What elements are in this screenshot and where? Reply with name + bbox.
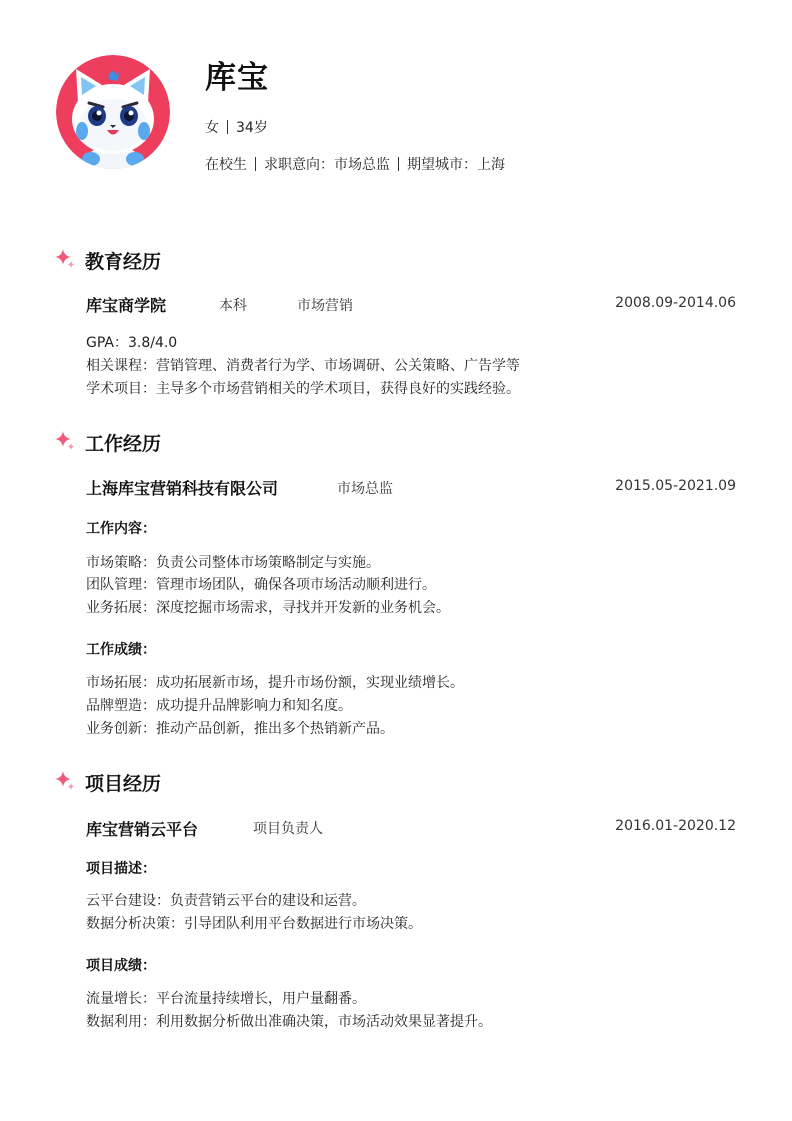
work-content-line: 业务拓展：深度挖掘市场需求，寻找并开发新的业务机会。 bbox=[86, 600, 450, 616]
divider bbox=[398, 157, 399, 171]
work-result-title: 工作成绩： bbox=[86, 642, 156, 658]
sparkle-icon bbox=[54, 770, 76, 792]
basic-info-line bbox=[205, 117, 268, 137]
sparkle-icon bbox=[54, 430, 76, 452]
project-date: 2016.01-2020.12 bbox=[615, 818, 736, 834]
job-position: 市场总监 bbox=[337, 481, 393, 497]
divider bbox=[227, 120, 228, 134]
major: 市场营销 bbox=[297, 298, 353, 314]
project-desc-title: 项目描述： bbox=[86, 861, 156, 877]
degree: 本科 bbox=[219, 298, 247, 314]
project-role: 项目负责人 bbox=[253, 821, 323, 837]
section-title: 工作经历 bbox=[85, 433, 162, 455]
project-desc-line: 数据分析决策：引导团队利用平台数据进行市场决策。 bbox=[86, 916, 422, 932]
gender: 女 bbox=[205, 120, 219, 136]
candidate-name: 库宝 bbox=[205, 60, 269, 96]
work-content-title: 工作内容： bbox=[86, 521, 156, 537]
section-title: 教育经历 bbox=[85, 251, 162, 273]
job-intent: 求职意向：市场总监 bbox=[264, 157, 390, 173]
work-date: 2015.05-2021.09 bbox=[615, 478, 736, 494]
project-result-line: 数据利用：利用数据分析做出准确决策，市场活动效果显著提升。 bbox=[86, 1014, 492, 1030]
expected-city: 期望城市：上海 bbox=[407, 157, 505, 173]
work-content-line: 市场策略：负责公司整体市场策略制定与实施。 bbox=[86, 555, 380, 571]
education-line: GPA：3.8/4.0 bbox=[86, 335, 178, 351]
education-line: 学术项目：主导多个市场营销相关的学术项目，获得良好的实践经验。 bbox=[86, 381, 520, 397]
age: 34岁 bbox=[236, 120, 268, 136]
sparkle-icon bbox=[54, 248, 76, 270]
avatar bbox=[56, 55, 170, 169]
divider bbox=[255, 157, 256, 171]
status: 在校生 bbox=[205, 157, 247, 173]
school-name: 库宝商学院 bbox=[86, 296, 167, 315]
job-intent-line bbox=[205, 154, 505, 174]
work-result-line: 业务创新：推动产品创新，推出多个热销新产品。 bbox=[86, 721, 394, 737]
project-result-title: 项目成绩： bbox=[86, 958, 156, 974]
company-name: 上海库宝营销科技有限公司 bbox=[86, 479, 279, 498]
education-date: 2008.09-2014.06 bbox=[615, 295, 736, 311]
work-content-line: 团队管理：管理市场团队，确保各项市场活动顺利进行。 bbox=[86, 577, 436, 593]
education-line: 相关课程：营销管理、消费者行为学、市场调研、公关策略、广告学等 bbox=[86, 358, 520, 374]
project-desc-line: 云平台建设：负责营销云平台的建设和运营。 bbox=[86, 893, 366, 909]
work-result-line: 品牌塑造：成功提升品牌影响力和知名度。 bbox=[86, 698, 352, 714]
cat-mascot-icon bbox=[56, 55, 170, 169]
project-result-line: 流量增长：平台流量持续增长，用户量翻番。 bbox=[86, 991, 366, 1007]
section-title: 项目经历 bbox=[85, 773, 162, 795]
project-name: 库宝营销云平台 bbox=[86, 820, 199, 839]
work-result-line: 市场拓展：成功拓展新市场，提升市场份额，实现业绩增长。 bbox=[86, 675, 464, 691]
